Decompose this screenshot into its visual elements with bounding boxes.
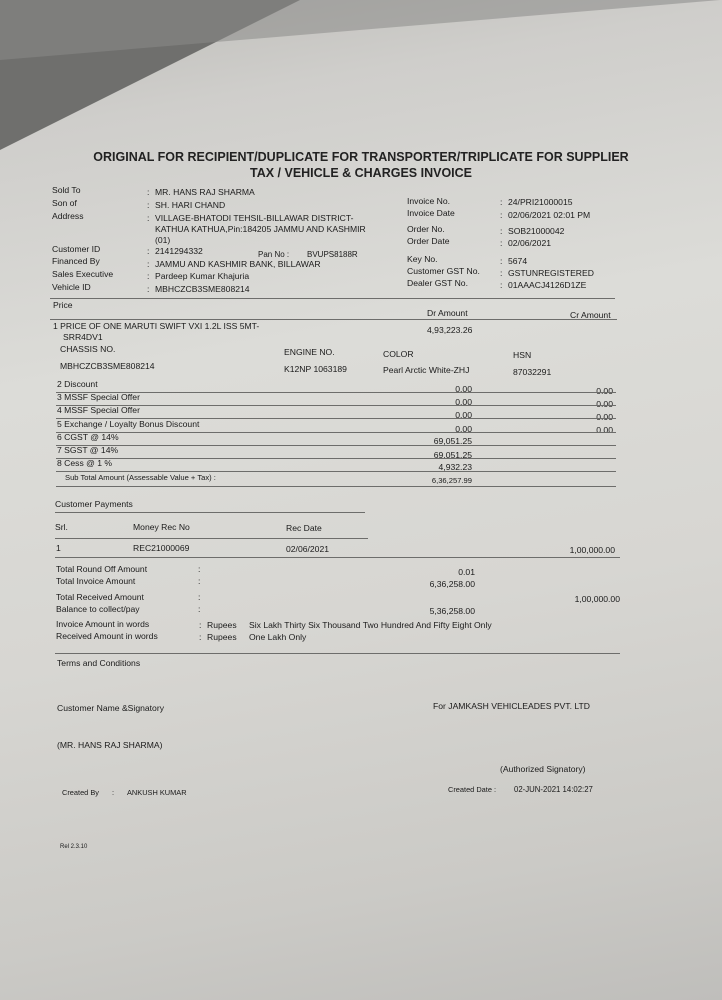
company-signatory-label: For JAMKASH VEHICLEADES PVT. LTD	[433, 701, 590, 711]
payments-header-rule	[55, 538, 368, 539]
round-off-label: Total Round Off Amount	[56, 564, 148, 574]
dealer-gst-label: Dealer GST No.	[407, 278, 468, 288]
balance-colon: :	[198, 604, 201, 614]
received-label: Total Received Amount	[56, 592, 144, 602]
chassis-value: MBHCZCB3SME808214	[60, 361, 155, 371]
invoice-title-line1: ORIGINAL FOR RECIPIENT/DUPLICATE FOR TRANSPORTER/TRIPLICATE FOR SUPPLIER	[93, 150, 629, 164]
received-words-value: One Lakh Only	[249, 632, 307, 642]
received-colon: :	[198, 592, 201, 602]
invoice-title-line2: TAX / VEHICLE & CHARGES INVOICE	[249, 166, 472, 180]
totals-rule	[55, 653, 620, 654]
invoice-words-rupees: Rupees	[207, 620, 237, 630]
round-off-colon: :	[198, 564, 201, 574]
dealer-gst-colon: :	[500, 280, 503, 290]
address-line2: KATHUA KATHUA,Pin:184205 JAMMU AND KASHMIR	[155, 224, 366, 234]
balance-label: Balance to collect/pay	[56, 604, 140, 614]
invoice-no-colon: :	[500, 197, 503, 207]
item-rule	[56, 392, 616, 393]
order-date-value: 02/06/2021	[508, 238, 552, 248]
key-no-colon: :	[500, 256, 503, 266]
invoice-date-value: 02/06/2021 02:01 PM	[508, 210, 591, 220]
vehicle-id-value: MBHCZCB3SME808214	[155, 284, 250, 294]
customer-id-colon: :	[147, 246, 150, 256]
order-date-colon: :	[500, 238, 503, 248]
item-cr: 0.00	[596, 386, 613, 396]
price-section-label: Price	[53, 300, 73, 310]
item-label: 7 SGST @ 14%	[57, 445, 119, 455]
paper-shadow	[0, 0, 720, 60]
invoice-no-label: Invoice No.	[407, 196, 450, 206]
order-no-value: SOB21000042	[508, 226, 565, 236]
terms-label: Terms and Conditions	[57, 658, 141, 668]
sold-to-colon: :	[147, 187, 150, 197]
customer-gst-colon: :	[500, 268, 503, 278]
son-of-colon: :	[147, 200, 150, 210]
created-by-value: ANKUSH KUMAR	[127, 788, 187, 797]
son-of-label: Son of	[52, 198, 77, 208]
vehicle-id-label: Vehicle ID	[52, 282, 91, 292]
sales-executive-colon: :	[147, 271, 150, 281]
sales-executive-value: Pardeep Kumar Khajuria	[155, 271, 250, 281]
item-label: 6 CGST @ 14%	[57, 432, 119, 442]
cr-amount-header: Cr Amount	[570, 310, 611, 320]
sold-to-label: Sold To	[52, 185, 81, 195]
dr-amount-header: Dr Amount	[427, 308, 468, 318]
price-top-rule	[50, 298, 615, 299]
engine-value: K12NP 1063189	[284, 364, 347, 374]
item-dr: 0.00	[455, 384, 472, 394]
payments-row-rule	[55, 557, 620, 558]
item-label: 3 MSSF Special Offer	[57, 392, 140, 402]
item1-description-line1: 1 PRICE OF ONE MARUTI SWIFT VXI 1.2L ISS 5MT-	[53, 321, 260, 331]
release-version: Rel 2.3.10	[60, 844, 88, 850]
invoice-amount-label: Total Invoice Amount	[56, 576, 136, 586]
financed-by-value: JAMMU AND KASHMIR BANK, BILLAWAR	[155, 259, 321, 269]
order-no-colon: :	[500, 226, 503, 236]
hsn-label: HSN	[513, 350, 532, 360]
sold-to-value: MR. HANS RAJ SHARMA	[155, 187, 255, 197]
sales-executive-label: Sales Executive	[52, 269, 114, 279]
created-by-label: Created By	[62, 788, 99, 797]
address-label: Address	[52, 211, 84, 221]
item-rule	[56, 432, 616, 433]
authorized-signatory-label: (Authorized Signatory)	[500, 764, 586, 774]
item-dr: 0.00	[455, 397, 472, 407]
dealer-gst-value: 01AAACJ4126D1ZE	[508, 280, 587, 290]
order-no-label: Order No.	[407, 224, 445, 234]
item-rule	[56, 445, 616, 446]
subtotal-label: Sub Total Amount (Assessable Value + Tax) :	[65, 473, 216, 482]
received-words-rupees: Rupees	[207, 632, 237, 642]
invoice-date-label: Invoice Date	[407, 208, 455, 218]
customer-id-label: Customer ID	[52, 244, 101, 254]
item-cr: 0.00	[596, 425, 613, 435]
invoice-words-label: Invoice Amount in words	[56, 619, 150, 629]
payments-header-money-rec: Money Rec No	[133, 522, 190, 532]
payment-row-amount: 1,00,000.00	[569, 545, 615, 555]
invoice-no-value: 24/PRI21000015	[508, 197, 573, 207]
price-header-rule	[50, 319, 617, 320]
round-off-value: 0.01	[458, 567, 475, 577]
customer-name-sign: (MR. HANS RAJ SHARMA)	[57, 740, 163, 750]
payment-row-srl: 1	[56, 543, 61, 553]
son-of-value: SH. HARI CHAND	[155, 200, 226, 210]
received-value: 1,00,000.00	[574, 594, 620, 604]
item-rule	[56, 458, 616, 459]
customer-payments-label: Customer Payments	[55, 499, 133, 509]
customer-id-value: 2141294332	[155, 246, 203, 256]
item1-dr-amount: 4,93,223.26	[427, 325, 473, 335]
financed-by-label: Financed By	[52, 256, 100, 266]
invoice-words-value: Six Lakh Thirty Six Thousand Two Hundred And Fifty Eight Only	[249, 620, 492, 630]
payments-header-rec-date: Rec Date	[286, 523, 322, 533]
item-label: 4 MSSF Special Offer	[57, 405, 140, 415]
item-rule	[56, 405, 616, 406]
created-date-label: Created Date :	[448, 785, 497, 794]
customer-signatory-label: Customer Name &Signatory	[57, 703, 164, 713]
pan-label: Pan No :	[258, 250, 290, 259]
address-line3: (01)	[155, 235, 171, 245]
item1-description-line2: SRR4DV1	[63, 332, 103, 342]
color-label: COLOR	[383, 349, 414, 359]
engine-label: ENGINE NO.	[284, 347, 335, 357]
invoice-amount-value: 6,36,258.00	[429, 579, 475, 589]
payment-row-rec-date: 02/06/2021	[286, 544, 330, 554]
address-line1: VILLAGE-BHATODI TEHSIL-BILLAWAR DISTRICT-	[155, 213, 354, 223]
address-colon: :	[147, 213, 150, 223]
item-dr: 69,051.25	[433, 450, 472, 460]
key-no-label: Key No.	[407, 254, 438, 264]
invoice-amount-colon: :	[198, 576, 201, 586]
item-cr: 0.00	[596, 399, 613, 409]
received-words-label: Received Amount in words	[56, 631, 158, 641]
subtotal-rule	[56, 486, 616, 487]
chassis-label: CHASSIS NO.	[60, 344, 116, 354]
invoice-date-colon: :	[500, 210, 503, 220]
hsn-value: 87032291	[513, 367, 552, 377]
created-by-colon: :	[112, 788, 115, 797]
invoice-words-colon: :	[199, 620, 202, 630]
item-label: 2 Discount	[57, 379, 98, 389]
item-label: 8 Cess @ 1 %	[57, 458, 113, 468]
customer-gst-value: GSTUNREGISTERED	[508, 268, 594, 278]
item-cr: 0.00	[596, 412, 613, 422]
item-rule	[56, 471, 616, 472]
item-dr: 0.00	[455, 424, 472, 434]
vehicle-id-colon: :	[147, 284, 150, 294]
item-label: 5 Exchange / Loyalty Bonus Discount	[57, 419, 200, 429]
subtotal-value: 6,36,257.99	[431, 476, 472, 485]
key-no-value: 5674	[508, 256, 528, 266]
payment-row-money-rec: REC21000069	[133, 543, 190, 553]
payments-rule	[55, 512, 365, 513]
color-value: Pearl Arctic White-ZHJ	[383, 365, 470, 375]
item-dr: 4,932.23	[438, 462, 472, 472]
received-words-colon: :	[199, 632, 202, 642]
balance-value: 5,36,258.00	[429, 606, 475, 616]
financed-by-colon: :	[147, 259, 150, 269]
item-dr: 0.00	[455, 410, 472, 420]
created-date-value: 02-JUN-2021 14:02:27	[514, 785, 593, 794]
customer-gst-label: Customer GST No.	[407, 266, 480, 276]
item-dr: 69,051.25	[433, 436, 472, 446]
pan-value: BVUPS8188R	[307, 250, 358, 259]
order-date-label: Order Date	[407, 236, 450, 246]
payments-header-srl: Srl.	[55, 522, 68, 532]
